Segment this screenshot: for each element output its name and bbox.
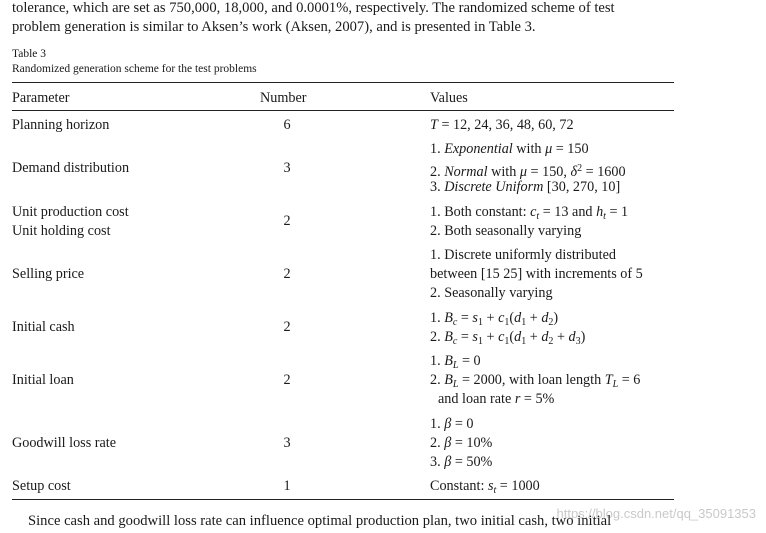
row-value: 1. $B_c = s_1 + c_1(d_1 + d_2)$ [430,310,559,328]
row-number: 2 [283,372,291,388]
row-parameter: Setup cost [12,478,71,494]
row-value: 2. Normal with μ = 150, $\delta^2 = 1600$ [430,163,626,180]
row-parameter: Initial loan [12,372,74,388]
row-value: 1. Discrete uniformly distributed [430,247,616,263]
row-value: and loan rate r = 5% [438,391,555,407]
outro-line-1: Since cash and goodwill loss rate can influence optimal production plan, two initial cash, two initial [28,513,612,529]
row-value: 3. Discrete Uniform [30, 270, 10] [430,179,621,195]
row-value: 2. Seasonally varying [430,285,553,301]
row-value: 1. $B_L = 0$ [430,353,481,371]
row-value: 1. Exponential with μ = 150 [430,141,589,157]
table-top-rule [12,82,674,83]
row-value: 3. β = 50% [430,454,493,470]
row-parameter: Initial cash [12,319,75,335]
row-parameter: Selling price [12,266,85,282]
header-number: Number [260,90,307,106]
intro-line-2: problem generation is similar to Aksen’s work (Aksen, 2007), and is presented in Table 3. [12,19,536,35]
row-value: between [15 25] with increments of 5 [430,266,643,282]
row-value: 2. Both seasonally varying [430,223,582,239]
row-number: 1 [283,478,291,494]
row-value: 1. Both constant: $c_t = 13$ and $h_t = 1$ [430,204,629,222]
row-value: 2. $B_L = 2000$, with loan length $T_L = 6$ [430,372,641,390]
row-value: 2. $B_c = s_1 + c_1(d_1 + d_2 + d_3)$ [430,329,586,347]
row-parameter: Unit production cost [12,204,129,220]
row-parameter: Unit holding cost [12,223,111,239]
row-parameter: Demand distribution [12,160,130,176]
table-caption: Randomized generation scheme for the test problems [12,63,257,75]
row-value: 2. β = 10% [430,435,493,451]
row-number: 3 [283,435,291,451]
header-parameter: Parameter [12,90,70,106]
row-number: 2 [283,213,291,229]
row-value: T = 12, 24, 36, 48, 60, 72 [430,117,574,133]
row-number: 2 [283,319,291,335]
row-value: Constant: $s_t = 1000$ [430,478,540,496]
row-parameter: Planning horizon [12,117,110,133]
table-header-rule [12,110,674,111]
row-parameter: Goodwill loss rate [12,435,117,451]
intro-line-1: tolerance, which are set as 750,000, 18,000, and 0.0001%, respectively. The randomized scheme of test [12,0,615,16]
row-number: 3 [283,160,291,176]
header-values: Values [430,90,468,106]
row-number: 2 [283,266,291,282]
watermark: https://blog.csdn.net/qq_35091353 [556,506,756,521]
table-bottom-rule [12,499,674,500]
row-number: 6 [283,117,291,133]
table-label: Table 3 [12,48,47,60]
row-value: 1. β = 0 [430,416,474,432]
